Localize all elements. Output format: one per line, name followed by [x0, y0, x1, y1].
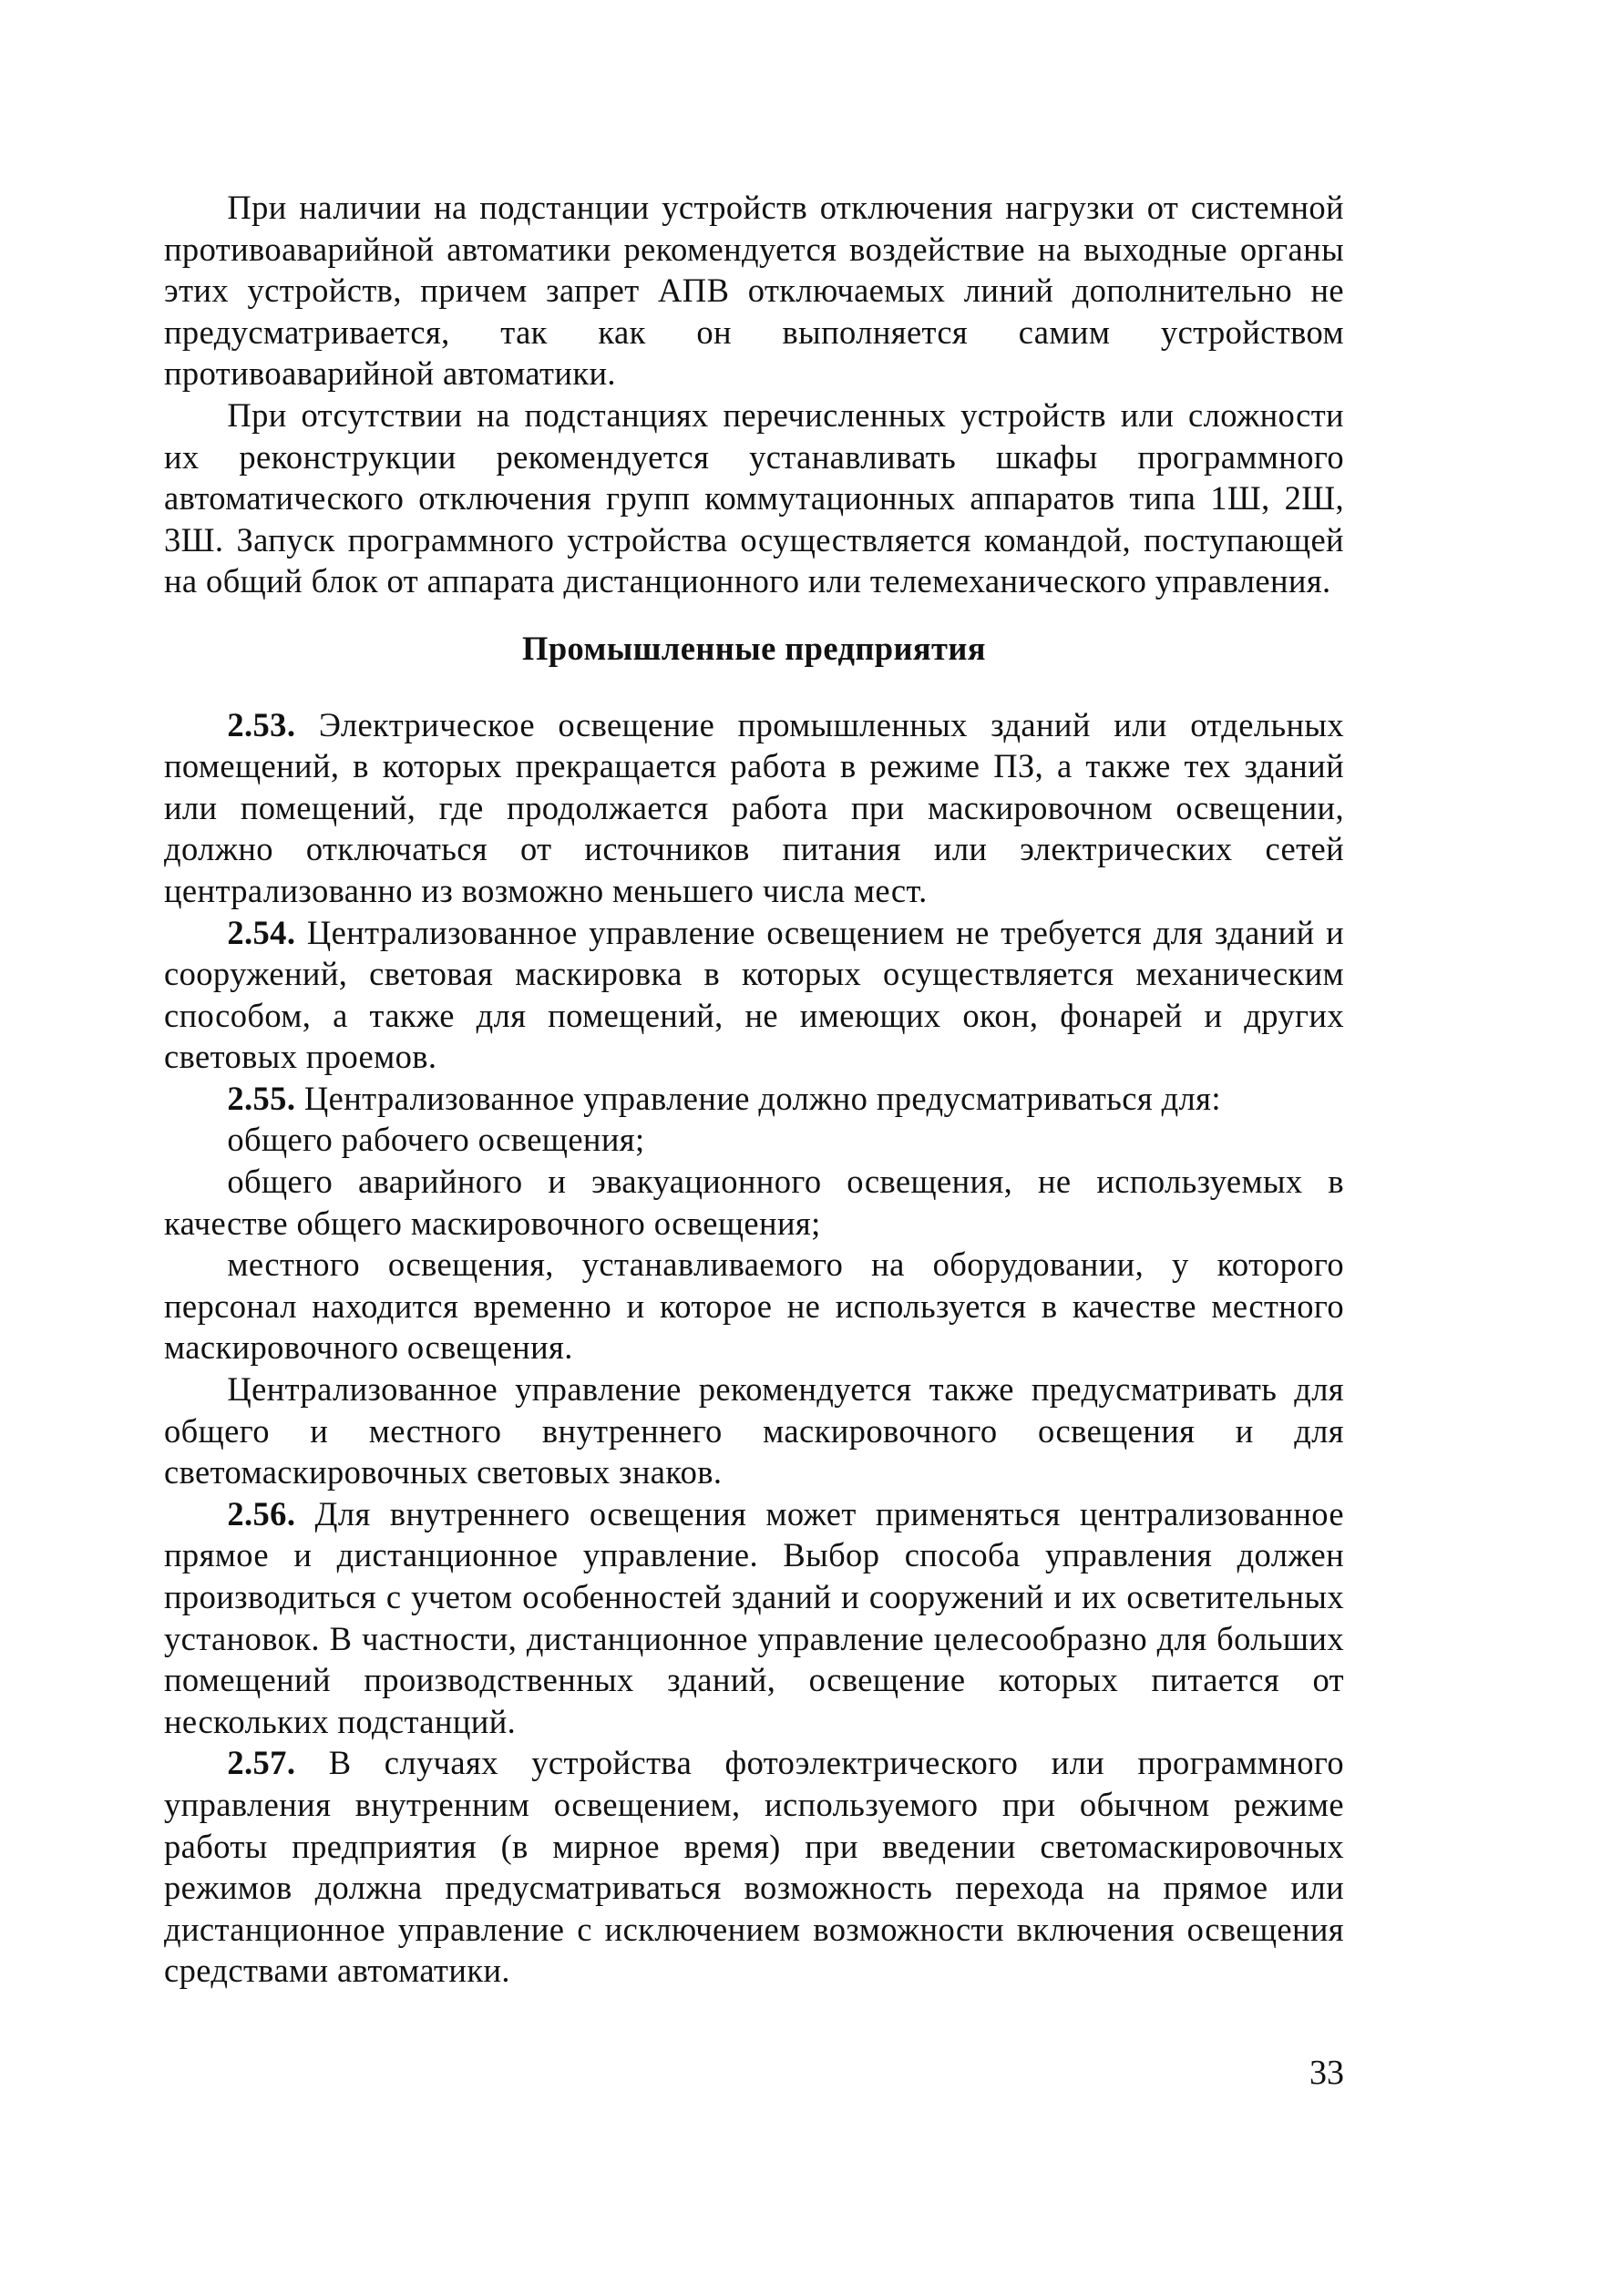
page-number: 33 [1309, 2054, 1344, 2092]
item-text: Централизованное управление должно предусматриваться для: [303, 1079, 1221, 1117]
item-number: 2.54. [227, 913, 296, 951]
item-2-55-note: Централизованное управление рекомендуется также предусматривать для общего и местного внутреннего маскировочного освещения и для светомаскировочных световых знаков. [164, 1370, 1344, 1491]
item-text: Электрическое освещение промышленных зданий или отдельных помещений, в которых прекращается работа в режиме ПЗ, а также тех зданий или помещений, где продолжается работа при маскировочном освещении, должно отключаться от источников питания или электрических сетей централизованно из возможно меньшего числа мест. [164, 705, 1344, 909]
item-2-54 [164, 912, 1344, 1078]
item-2-55 [164, 1078, 1344, 1120]
paragraph-program-disconnect: При отсутствии на подстанциях перечисленных устройств или сложности их реконструкции рекомендуется устанавливать шкафы программного автоматического отключения групп коммутационных аппаратов типа 1Ш, 2Ш, 3Ш. Запуск программного устройства осуществляется командой, поступающей на общий блок от аппарата дистанционного или телемеханического управления. [164, 395, 1344, 600]
body-text [164, 187, 1344, 1992]
list-item: местного освещения, устанавливаемого на оборудовании, у которого персонал находится временно и которое не используется в качестве местного маскировочного освещения. [164, 1245, 1344, 1367]
item-number: 2.53. [227, 705, 296, 743]
list-item: общего рабочего освещения; [227, 1121, 645, 1159]
item-number: 2.57. [227, 1744, 296, 1782]
item-text: Для внутреннего освещения может применяться централизованное прямое и дистанционное управление. Выбор способа управления должен производиться с учетом особенностей зданий и сооружений и их осветительных установок. В частности, дистанционное управление целесообразно для больших помещений производственных зданий, освещение которых питается от нескольких подстанций. [164, 1494, 1344, 1740]
item-text: В случаях устройства фотоэлектрического или программного управления внутренним освещением, используемого при обычном режиме работы предприятия (в мирное время) при введении светомаскировочных режимов должна предусматриваться возможность перехода на прямое или дистанционное управление с исключением возможности включения освещения средствами автоматики. [164, 1744, 1345, 1990]
item-number: 2.56. [227, 1494, 296, 1532]
item-2-57 [164, 1742, 1344, 1992]
item-2-56 [164, 1493, 1344, 1743]
paragraph-load-shedding: При наличии на подстанции устройств отключения нагрузки от системной противоаварийной автоматики рекомендуется воздействие на выходные органы этих устройств, причем запрет АПВ отключаемых линий дополнительно не предусматривается, так как он выполняется самим устройством противоаварийной автоматики. [164, 189, 1344, 393]
item-number: 2.55. [227, 1079, 296, 1117]
section-title: Промышленные предприятия [522, 629, 986, 667]
item-text: Централизованное управление освещением не требуется для зданий и сооружений, световая маскировка в которых осуществляется механическим способом, а также для помещений, не имеющих окон, фонарей и других световых проемов. [164, 913, 1344, 1076]
list-item: общего аварийного и эвакуационного освещения, не используемых в качестве общего маскировочного освещения; [164, 1163, 1344, 1242]
item-2-53 [164, 704, 1344, 912]
